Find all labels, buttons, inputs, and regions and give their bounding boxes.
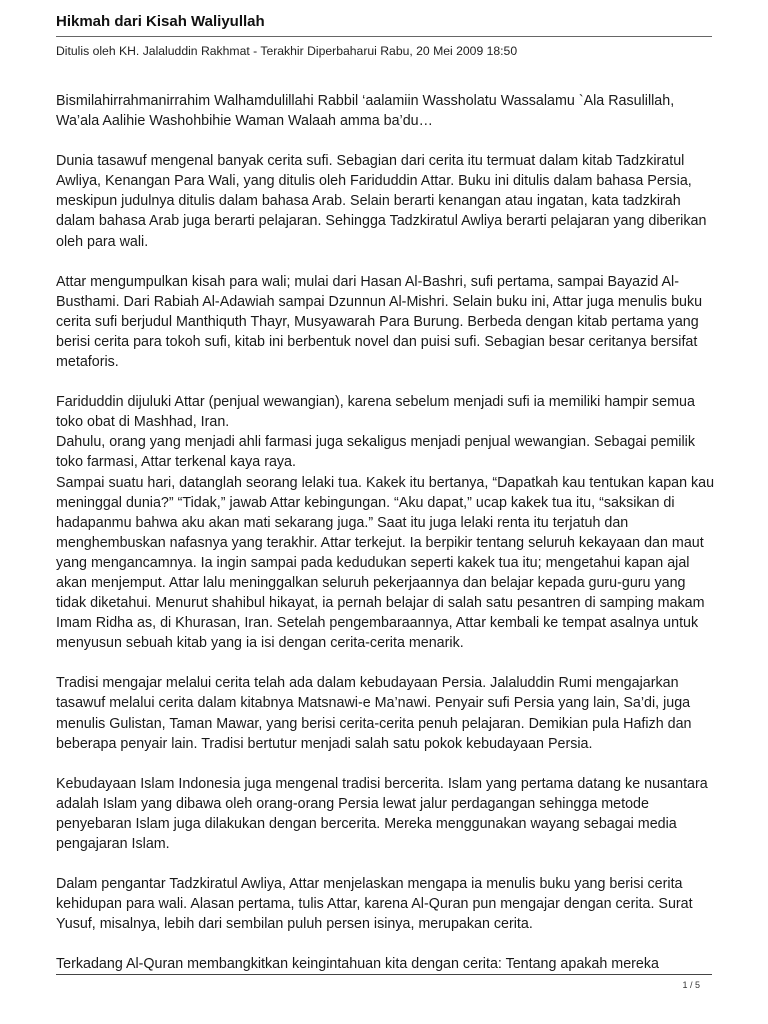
author-byline: Ditulis oleh KH. Jalaluddin Rakhmat - Terakhir Diperbaharui Rabu, 20 Mei 2009 18:50 <box>56 44 518 58</box>
paragraph: Terkadang Al-Quran membangkitkan keingintahuan kita dengan cerita: Tentang apakah mereka <box>56 956 659 973</box>
paragraph: Attar mengumpulkan kisah para wali; mulai dari Hasan Al-Bashri, sufi pertama, sampai Bayazid Al-Busthami. Dari Rabiah Al-Adawiah sampai Dzunnun Al-Mishri. Selain buku ini, Attar juga menulis buku cerita sufi berjudul Manthiquth Thayr, Musyawarah Para Burung. Berbeda dengan kitab pertama yang berisi cerita para tokoh sufi, kitab ini berbentuk novel dan puisi sufi. Sebagian besar ceritanya bersifat metaforis. <box>56 273 703 371</box>
page-number: 1 / 5 <box>682 980 700 990</box>
paragraph: Dunia tasawuf mengenal banyak cerita sufi. Sebagian dari cerita itu termuat dalam kitab Tadzkiratul Awliya, Kenangan Para Wali, yang ditulis oleh Fariduddin Attar. Buku ini ditulis dalam bahasa Persia, meskipun judulnya ditulis dalam bahasa Arab. Selain berarti kenangan atau ingatan, kata tadzkirah dalam bahasa Arab juga berarti pelajaran. Sehingga Tadzkiratul Awliya berarti pelajaran yang diberikan oleh para wali. <box>56 153 707 250</box>
header-divider <box>56 36 712 37</box>
document-title: Hikmah dari Kisah Waliyullah <box>56 13 265 30</box>
paragraph: Dahulu, orang yang menjadi ahli farmasi juga sekaligus menjadi penjual wewangian. Sebagai pemilik toko farmasi, Attar terkenal kaya raya. <box>56 434 695 471</box>
paragraph: Fariduddin dijuluki Attar (penjual wewangian), karena sebelum menjadi sufi ia memiliki hampir semua toko obat di Mashhad, Iran. <box>56 394 695 431</box>
paragraph-opening: Bismilahirrahmanirrahim Walhamdulillahi Rabbil ‘aalamiin Wassholatu Wassalamu `Ala Rasulillah, Wa’ala Aalihie Washohbihie Waman Walaah amma ba’du… <box>56 93 675 130</box>
paragraph: Kebudayaan Islam Indonesia juga mengenal tradisi bercerita. Islam yang pertama datang ke nusantara adalah Islam yang dibawa oleh orang-orang Persia lewat jalur perdagangan sehingga metode penyebaran Islam juga dilakukan dengan bercerita. Mereka menggunakan wayang sebagai media pengajaran Islam. <box>56 775 708 852</box>
paragraph: Tradisi mengajar melalui cerita telah ada dalam kebudayaan Persia. Jalaluddin Rumi mengajarkan tasawuf melalui cerita dalam kitabnya Matsnawi-e Ma’nawi. Penyair sufi Persia yang lain, Sa’di, juga menulis Gulistan, Taman Mawar, yang berisi cerita-cerita penuh pelajaran. Demikian pula Hafizh dan beberapa penyair lain. Tradisi bertutur menjadi salah satu pokok kebudayaan Persia. <box>56 675 692 752</box>
paragraph: Dalam pengantar Tadzkiratul Awliya, Attar menjelaskan mengapa ia menulis buku yang berisi cerita kehidupan para wali. Alasan pertama, tulis Attar, karena Al-Quran pun mengajar dengan cerita. Surat Yusuf, misalnya, lebih dari sembilan puluh persen isinya, merupakan cerita. <box>56 876 693 933</box>
article-body <box>56 91 716 994</box>
paragraph: Sampai suatu hari, datanglah seorang lelaki tua. Kakek itu bertanya, “Dapatkah kau tentukan kapan kau meninggal dunia?” “Tidak,” jawab Attar kebingungan. “Aku dapat,” ucap kakek tua itu, “saksikan di hadapanmu bahwa aku akan mati sekarang juga.” Saat itu juga lelaki renta itu terjatuh dan menghembuskan nafasnya yang terakhir. Attar terkejut. Ia berpikir tentang seluruh kekayaan dan maut yang mengancamnya. Ia ingin sampai pada kedudukan seperti kakek tua itu; mengetahui kapan ajal akan menjemput. Attar lalu meninggalkan seluruh pekerjaannya dan belajar kepada guru-guru yang tidak diketahui. Menurut shahibul hikayat, ia pernah belajar di salah satu pesantren di samping makam Imam Ridha as, di Khurasan, Iran. Setelah pengembaraannya, Attar kembali ke tempat asalnya untuk menyusun sebuah kitab yang ia isi dengan cerita-cerita menarik. <box>56 474 715 652</box>
footer-divider <box>56 974 712 975</box>
